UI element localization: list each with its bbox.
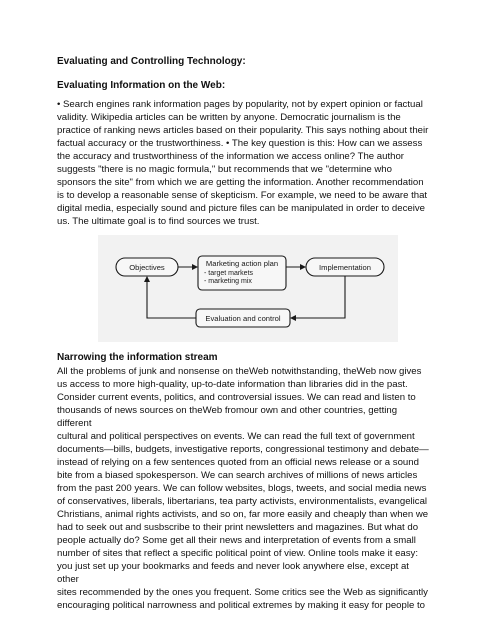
paragraph-line: thousands of news sources on theWeb fromour own and other countries, getting [57,405,398,416]
paragraph-line: instead of relying on a few sentences quoted from an official news release or a sound [57,457,419,468]
paragraph-line: factual accuracy or the trustworthiness. • The key question is this: How can we assess [57,138,423,149]
arrow-evaluation-to-objectives [147,277,196,318]
paragraph-line: cultural and political perspectives on events. We can read the full text of government [57,431,415,442]
arrow-implementation-to-evaluation [291,276,345,318]
paragraph-line: from the past 200 years. We can follow websites, blogs, tweets, and social media news [57,483,427,494]
paragraph-line: sites recommended by the ones you frequent. Some critics see the Web as significantly [57,587,428,598]
marketing-action-plan-item: - marketing mix [204,278,252,285]
paragraph-line: different [57,418,92,429]
paragraph-line: us access to more high-quality, up-to-date information than libraries did in the past. [57,379,408,390]
paragraph-line: sponsors the site" from which we are getting the information. Another recommendation [57,177,424,188]
paragraph-line: documents—bills, budgets, investigative reports, congressional testimony and debate— [57,444,429,455]
marketing-action-plan-title: Marketing action plan [205,259,279,268]
paragraph-line: other [57,574,79,585]
paragraph-line: validity. Wikipedia articles can be written by anyone. Democratic journalism is the [57,112,401,123]
evaluation-control-label: Evaluation and control [205,314,281,323]
paragraph-line: • Search engines rank information pages by popularity, not by expert opinion or factual [57,99,423,110]
diagram-canvas [98,235,398,342]
paragraph-line: encouraging political narrowness and political extremes by making it easy for people to [57,600,425,611]
paragraph-line: people actually do? Some get all their news and interpretation of events from a small [57,535,416,546]
paragraph-line: you just set up your bookmarks and feeds and never look anywhere else, except at [57,561,409,572]
paragraph-evaluating-information [57,98,447,228]
paragraph-line: suggests "there is no magic formula," but recommends that we "determine who [57,164,392,175]
paragraph-line: number of sites that reflect a specific political point of view. Online tools make it easy: [57,548,419,559]
paragraph-line: digital media, especially sound and picture files can be manipulated in order to deceive [57,203,425,214]
implementation-label: Implementation [319,263,371,272]
paragraph-line: practice of ranking news articles based on their popularity. This says nothing about their [57,125,429,136]
paragraph-line: is to develop a reasonable sense of skepticism. For example, we need to be aware that [57,190,428,201]
paragraph-line: Christians, animal rights activists, and so on, far more easily and cheaply than when we [57,509,429,520]
section-heading-evaluating-information: Evaluating Information on the Web: [57,80,226,91]
paragraph-line: had to seek out and susbscribe to their print newsletters and magazines. But what do [57,522,419,533]
objectives-label: Objectives [129,263,165,272]
paragraph-line: the accuracy and trustworthiness of the information we access online? The author [57,151,404,162]
marketing-process-diagram [98,235,398,342]
marketing-action-plan-item: - target markets [204,270,254,277]
section-heading-narrowing-information: Narrowing the information stream [57,352,218,363]
paragraph-narrowing-information [57,365,447,612]
paragraph-line: bite from a biased spokesperson. We can search archives of millions of news articles [57,470,418,481]
paragraph-line: of conservatives, liberals, libertarians, tea party activists, environmentalists, evangelical [57,496,428,507]
document-title: Evaluating and Controlling Technology: [57,56,246,67]
paragraph-line: us. The ultimate goal is to find sources we trust. [57,216,260,227]
paragraph-line: Consider current events, politics, and controversial issues. We can read and listen to [57,392,416,403]
paragraph-line: All the problems of junk and nonsense on theWeb notwithstanding, theWeb now gives [57,366,422,377]
